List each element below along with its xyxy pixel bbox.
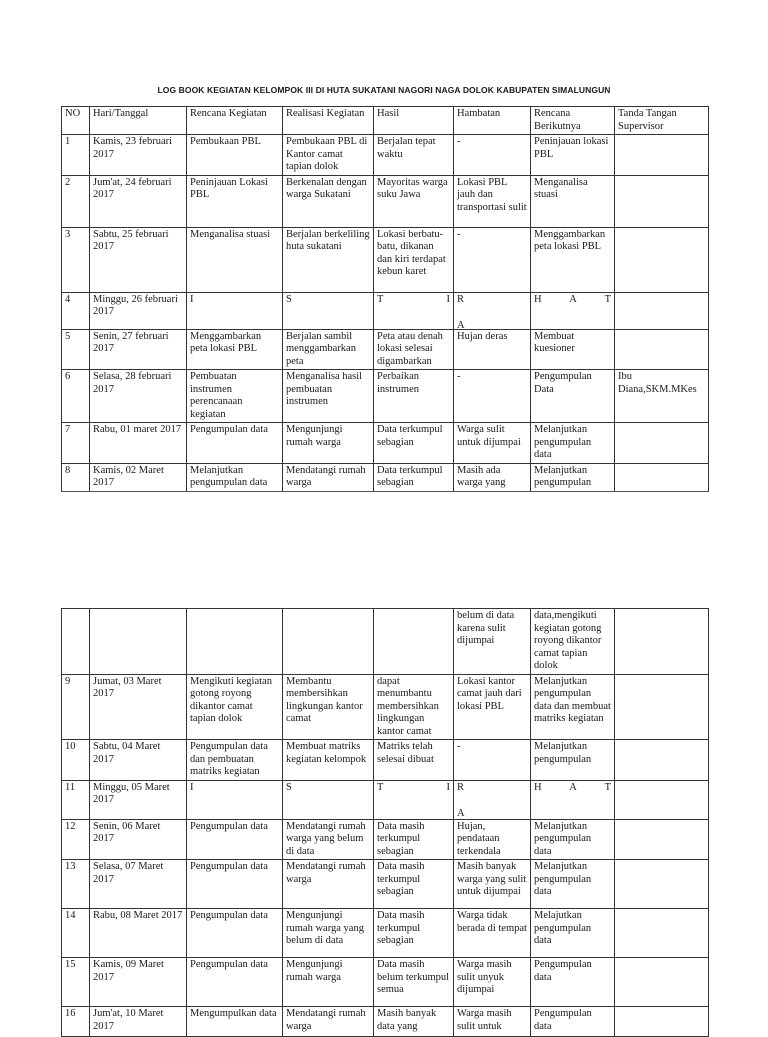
table-row: [62, 292, 709, 329]
cell-no: 8: [62, 463, 90, 491]
cell-signature: [615, 423, 709, 464]
cell-realization: Membuat matriks kegiatan kelompok: [283, 740, 374, 781]
cell-realization: S: [283, 292, 374, 329]
cell-no: 11: [62, 780, 90, 819]
cell-next-plan: Melanjutkan pengumpulan data: [531, 860, 615, 909]
cell-date: Sabtu, 04 Maret 2017: [90, 740, 187, 781]
logbook-table-page-1: [61, 106, 709, 492]
table-row: [62, 135, 709, 176]
cell-no: 13: [62, 860, 90, 909]
cell-date: Selasa, 28 februari 2017: [90, 370, 187, 423]
cell-next-plan: H A T: [531, 780, 615, 819]
cell-realization: Menganalisa hasil pembuatan instrumen: [283, 370, 374, 423]
cell-no: 1: [62, 135, 90, 176]
table-row: [62, 1007, 709, 1037]
cell-date: Kamis, 02 Maret 2017: [90, 463, 187, 491]
table-row: [62, 423, 709, 464]
cell-result: Data masih terkumpul sebagian: [374, 819, 454, 860]
cell-obstacle: Masih banyak warga yang sulit untuk dijumpai: [454, 860, 531, 909]
cell-plan: Mengumpulkan data: [187, 1007, 283, 1037]
cell-signature: [615, 958, 709, 1007]
cell-signature: Tanda Tangan Supervisor: [615, 107, 709, 135]
cell-signature: Ibu Diana,SKM.MKes: [615, 370, 709, 423]
cell-obstacle: -: [454, 740, 531, 781]
cell-date: [90, 609, 187, 675]
cell-next-plan: Melanjutkan pengumpulan data: [531, 819, 615, 860]
cell-obstacle: Hambatan: [454, 107, 531, 135]
cell-date: Senin, 06 Maret 2017: [90, 819, 187, 860]
cell-date: Rabu, 08 Maret 2017: [90, 909, 187, 958]
document-title: LOG BOOK KEGIATAN KELOMPOK III DI HUTA SUKATANI NAGORI NAGA DOLOK KABUPATEN SIMALUNGUN: [157, 85, 611, 95]
cell-obstacle: -: [454, 370, 531, 423]
table-row: [62, 909, 709, 958]
cell-date: Jumat, 03 Maret 2017: [90, 674, 187, 740]
cell-no: 15: [62, 958, 90, 1007]
cell-obstacle: -: [454, 135, 531, 176]
cell-result: Data masih terkumpul sebagian: [374, 909, 454, 958]
cell-obstacle: Warga sulit untuk dijumpai: [454, 423, 531, 464]
cell-obstacle: R A: [454, 292, 531, 329]
cell-plan: Peninjauan Lokasi PBL: [187, 175, 283, 227]
cell-date: Senin, 27 februari 2017: [90, 329, 187, 370]
cell-result: Hasil: [374, 107, 454, 135]
cell-realization: [283, 609, 374, 675]
table-row: [62, 819, 709, 860]
logbook-table-page-2: [61, 608, 709, 1037]
table-row: [62, 780, 709, 819]
cell-realization: Mengunjungi rumah warga yang belum di data: [283, 909, 374, 958]
cell-plan: Pembukaan PBL: [187, 135, 283, 176]
cell-plan: Pengumpulan data: [187, 958, 283, 1007]
cell-plan: Menganalisa stuasi: [187, 227, 283, 292]
table-row: [62, 740, 709, 781]
cell-next-plan: Pengumpulan data: [531, 1007, 615, 1037]
cell-result: Perbaikan instrumen: [374, 370, 454, 423]
cell-result: Peta atau denah lokasi selesai digambarkan: [374, 329, 454, 370]
cell-signature: [615, 329, 709, 370]
cell-no: 16: [62, 1007, 90, 1037]
cell-next-plan: Menggambarkan peta lokasi PBL: [531, 227, 615, 292]
cell-date: Minggu, 05 Maret 2017: [90, 780, 187, 819]
cell-obstacle: Warga tidak berada di tempat: [454, 909, 531, 958]
cell-result: dapat menumbantu membersihkan lingkungan kantor camat: [374, 674, 454, 740]
cell-date: Minggu, 26 februari 2017: [90, 292, 187, 329]
cell-obstacle: Lokasi PBL jauh dan transportasi sulit: [454, 175, 531, 227]
cell-realization: Membantu membersihkan lingkungan kantor camat: [283, 674, 374, 740]
cell-no: 12: [62, 819, 90, 860]
cell-next-plan: Melanjutkan pengumpulan: [531, 463, 615, 491]
cell-next-plan: Melajutkan pengumpulan data: [531, 909, 615, 958]
cell-no: 5: [62, 329, 90, 370]
cell-plan: Menggambarkan peta lokasi PBL: [187, 329, 283, 370]
cell-result: Matriks telah selesai dibuat: [374, 740, 454, 781]
cell-signature: [615, 135, 709, 176]
cell-date: Jum'at, 24 februari 2017: [90, 175, 187, 227]
cell-signature: [615, 860, 709, 909]
cell-result: Masih banyak data yang: [374, 1007, 454, 1037]
cell-signature: [615, 175, 709, 227]
cell-no: 7: [62, 423, 90, 464]
cell-next-plan: Melanjutkan pengumpulan data: [531, 423, 615, 464]
cell-result: Data terkumpul sebagian: [374, 423, 454, 464]
cell-result: T I: [374, 292, 454, 329]
cell-date: Rabu, 01 maret 2017: [90, 423, 187, 464]
cell-no: 3: [62, 227, 90, 292]
cell-signature: [615, 909, 709, 958]
cell-obstacle: Warga masih sulit unyuk dijumpai: [454, 958, 531, 1007]
cell-no: 2: [62, 175, 90, 227]
cell-result: [374, 609, 454, 675]
cell-signature: [615, 740, 709, 781]
cell-plan: [187, 609, 283, 675]
cell-signature: [615, 227, 709, 292]
table-row: [62, 958, 709, 1007]
cell-obstacle: belum di data karena sulit dijumpai: [454, 609, 531, 675]
cell-result: Berjalan tepat waktu: [374, 135, 454, 176]
cell-no: 9: [62, 674, 90, 740]
cell-realization: S: [283, 780, 374, 819]
cell-result: Data terkumpul sebagian: [374, 463, 454, 491]
cell-obstacle: Lokasi kantor camat jauh dari lokasi PBL: [454, 674, 531, 740]
header-row: [62, 107, 709, 135]
cell-next-plan: data,mengikuti kegiatan gotong royong dikantor camat tapian dolok: [531, 609, 615, 675]
table-row: [62, 609, 709, 675]
cell-obstacle: -: [454, 227, 531, 292]
cell-obstacle: Hujan deras: [454, 329, 531, 370]
cell-plan: Pengumpulan data: [187, 909, 283, 958]
cell-signature: [615, 609, 709, 675]
cell-no: 4: [62, 292, 90, 329]
cell-plan: Pengumpulan data dan pembuatan matriks kegiatan: [187, 740, 283, 781]
cell-realization: Mengunjungi rumah warga: [283, 958, 374, 1007]
table-row: [62, 329, 709, 370]
cell-date: Jum'at, 10 Maret 2017: [90, 1007, 187, 1037]
cell-signature: [615, 674, 709, 740]
cell-realization: Mendatangi rumah warga: [283, 463, 374, 491]
cell-next-plan: Pengumpulan data: [531, 958, 615, 1007]
cell-no: 14: [62, 909, 90, 958]
cell-date: Hari/Tanggal: [90, 107, 187, 135]
cell-obstacle: Hujan, pendataan terkendala: [454, 819, 531, 860]
cell-plan: Pembuatan instrumen perencanaan kegiatan: [187, 370, 283, 423]
cell-signature: [615, 1007, 709, 1037]
cell-date: Kamis, 09 Maret 2017: [90, 958, 187, 1007]
cell-no: NO: [62, 107, 90, 135]
cell-realization: Berjalan sambil menggambarkan peta: [283, 329, 374, 370]
table-row: [62, 227, 709, 292]
cell-realization: Mendatangi rumah warga yang belum di data: [283, 819, 374, 860]
table-row: [62, 674, 709, 740]
cell-no: 10: [62, 740, 90, 781]
cell-plan: Pengumpulan data: [187, 860, 283, 909]
cell-result: Data masih terkumpul sebagian: [374, 860, 454, 909]
cell-result: Mayoritas warga suku Jawa: [374, 175, 454, 227]
cell-result: Lokasi berbatu-batu, dikanan dan kiri terdapat kebun karet: [374, 227, 454, 292]
cell-realization: Berkenalan dengan warga Sukatani: [283, 175, 374, 227]
table-row: [62, 860, 709, 909]
cell-signature: [615, 463, 709, 491]
cell-next-plan: Pengumpulan Data: [531, 370, 615, 423]
cell-signature: [615, 819, 709, 860]
cell-plan: Mengikuti kegiatan gotong royong dikantor camat tapian dolok: [187, 674, 283, 740]
cell-next-plan: Rencana Berikutnya: [531, 107, 615, 135]
cell-plan: Pengumpulan data: [187, 423, 283, 464]
cell-plan: I: [187, 292, 283, 329]
cell-result: T I: [374, 780, 454, 819]
cell-next-plan: Menganalisa stuasi: [531, 175, 615, 227]
cell-realization: Realisasi Kegiatan: [283, 107, 374, 135]
cell-plan: I: [187, 780, 283, 819]
table-row: [62, 370, 709, 423]
cell-obstacle: Masih ada warga yang: [454, 463, 531, 491]
table-row: [62, 175, 709, 227]
cell-realization: Mengunjungi rumah warga: [283, 423, 374, 464]
cell-next-plan: H A T: [531, 292, 615, 329]
cell-signature: [615, 780, 709, 819]
table-row: [62, 463, 709, 491]
cell-obstacle: Warga masih sulit untuk: [454, 1007, 531, 1037]
cell-next-plan: Melanjutkan pengumpulan data dan membuat matriks kegiatan: [531, 674, 615, 740]
cell-next-plan: Peninjauan lokasi PBL: [531, 135, 615, 176]
cell-realization: Mendatangi rumah warga: [283, 1007, 374, 1037]
cell-date: Sabtu, 25 februari 2017: [90, 227, 187, 292]
cell-realization: Mendatangi rumah warga: [283, 860, 374, 909]
cell-result: Data masih belum terkumpul semua: [374, 958, 454, 1007]
cell-realization: Pembukaan PBL di Kantor camat tapian dolok: [283, 135, 374, 176]
cell-realization: Berjalan berkeliling huta sukatani: [283, 227, 374, 292]
cell-plan: Rencana Kegiatan: [187, 107, 283, 135]
cell-signature: [615, 292, 709, 329]
cell-plan: Pengumpulan data: [187, 819, 283, 860]
cell-no: [62, 609, 90, 675]
cell-date: Kamis, 23 februari 2017: [90, 135, 187, 176]
cell-date: Selasa, 07 Maret 2017: [90, 860, 187, 909]
cell-no: 6: [62, 370, 90, 423]
cell-plan: Melanjutkan pengumpulan data: [187, 463, 283, 491]
cell-next-plan: Membuat kuesioner: [531, 329, 615, 370]
cell-next-plan: Melanjutkan pengumpulan: [531, 740, 615, 781]
cell-obstacle: R A: [454, 780, 531, 819]
